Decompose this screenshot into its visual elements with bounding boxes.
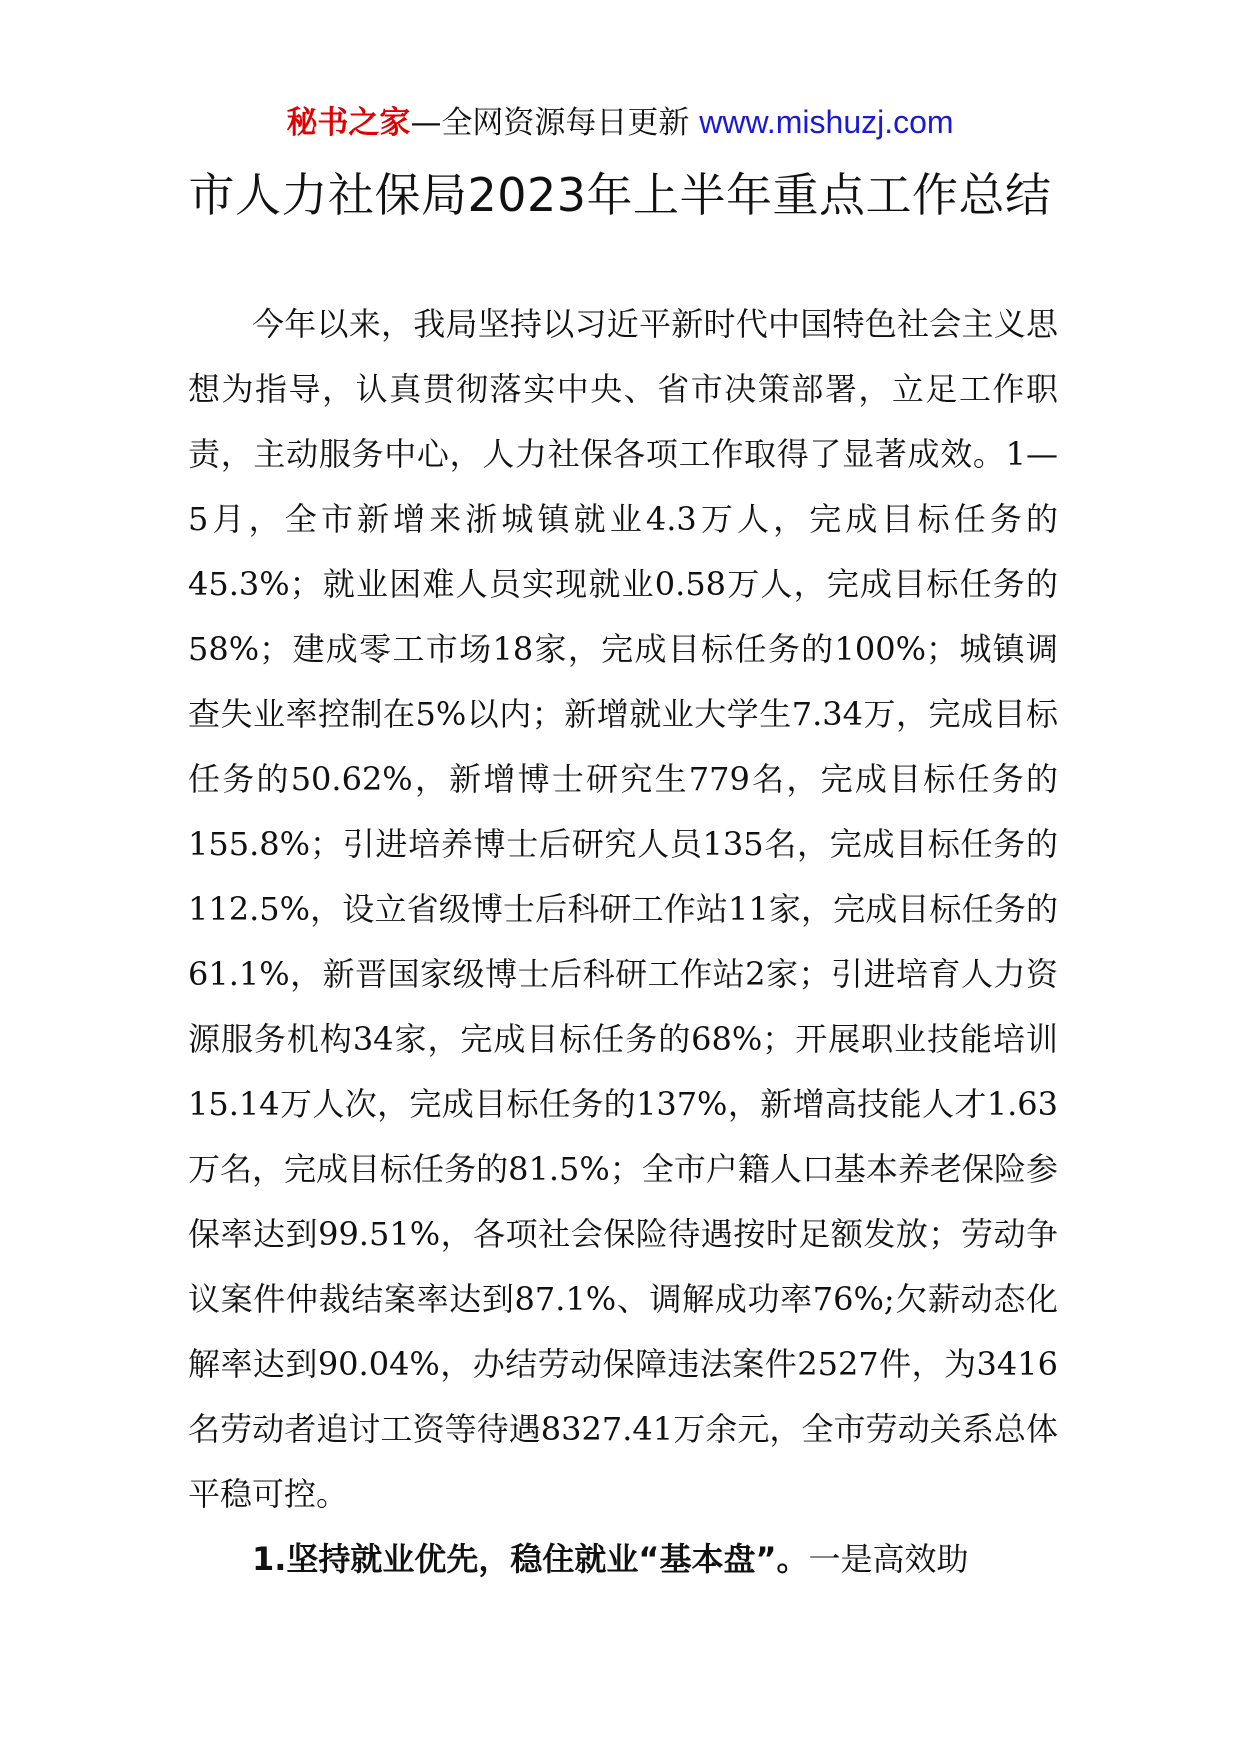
section-1-heading: 1.坚持就业优先，稳住就业“基本盘”。 bbox=[252, 1540, 809, 1578]
site-header bbox=[0, 98, 1240, 147]
document-title: 市人力社保局2023年上半年重点工作总结 bbox=[188, 168, 1052, 222]
site-url-link[interactable]: www.mishuzj.com bbox=[699, 104, 954, 140]
brand-name: 秘书之家 bbox=[286, 105, 411, 141]
intro-paragraph: 今年以来，我局坚持以习近平新时代中国特色社会主义思想为指导，认真贯彻落实中央、省市决策部署，立足工作职责，主动服务中心，人力社保各项工作取得了显著成效。1—5月，全市新增来浙城镇就业4.3万人，完成目标任务的45.3%；就业困难人员实现就业0.58万人，完成目标任务的58%；建成零工市场18家，完成目标任务的100%；城镇调查失业率控制在5%以内；新增就业大学生7.34万，完成目标任务的50.62%，新增博士研究生779名，完成目标任务的155.8%；引进培养博士后研究人员135名，完成目标任务的112.5%，设立省级博士后科研工作站11家，完成目标任务的61.1%，新晋国家级博士后科研工作站2家；引进培育人力资源服务机构34家，完成目标任务的68%；开展职业技能培训15.14万人次，完成目标任务的137%，新增高技能人才1.63万名，完成目标任务的81.5%；全市户籍人口基本养老保险参保率达到99.51%，各项社会保险待遇按时足额发放；劳动争议案件仲裁结案率达到87.1%、调解成功率76%;欠薪动态化解率达到90.04%，办结劳动保障违法案件2527件，为3416名劳动者追讨工资等待遇8327.41万余元，全市劳动关系总体平稳可控。 bbox=[188, 305, 1058, 1513]
section-1-paragraph bbox=[188, 1527, 1058, 1592]
document-body bbox=[188, 292, 1058, 1592]
section-1-text: 一是高效助 bbox=[808, 1540, 969, 1578]
header-tagline: —全网资源每日更新 bbox=[410, 105, 690, 141]
